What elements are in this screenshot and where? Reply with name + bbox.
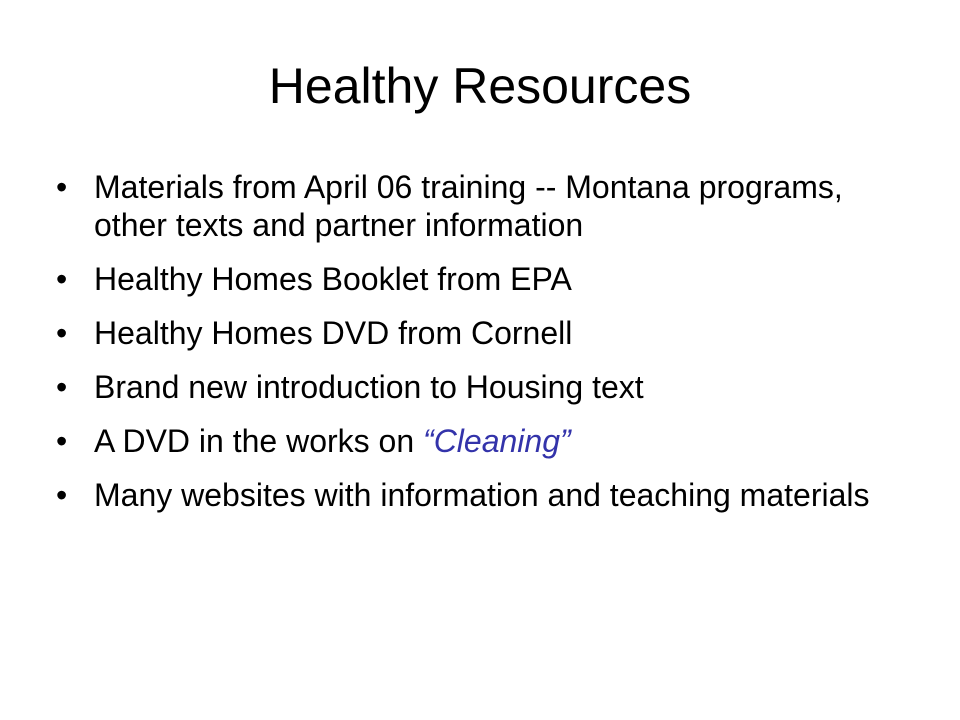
- bullet-text: Healthy Homes Booklet from EPA: [94, 261, 572, 297]
- bullet-item: [56, 314, 906, 352]
- bullet-item: [56, 422, 906, 460]
- slide-title: Healthy Resources: [268, 58, 692, 114]
- bullet-icon: •: [56, 369, 68, 405]
- bullet-icon: •: [56, 261, 68, 297]
- bullet-icon: •: [56, 169, 68, 205]
- bullet-icon: •: [56, 423, 68, 459]
- bullet-item: [56, 368, 906, 406]
- bullet-text: Materials from April 06 training -- Montana programs, other texts and partner information: [94, 169, 843, 243]
- bullet-text: A DVD in the works on: [94, 423, 424, 459]
- bullet-icon: •: [56, 315, 68, 351]
- bullet-icon: •: [56, 477, 68, 513]
- bullet-accent-text: “Cleaning”: [423, 423, 571, 459]
- bullet-item: [56, 476, 906, 514]
- bullet-text: Healthy Homes DVD from Cornell: [94, 315, 573, 351]
- bullet-list: [56, 168, 906, 530]
- bullet-text: Brand new introduction to Housing text: [94, 369, 644, 405]
- bullet-item: [56, 168, 906, 244]
- bullet-text: Many websites with information and teaching materials: [94, 477, 870, 513]
- bullet-item: [56, 260, 906, 298]
